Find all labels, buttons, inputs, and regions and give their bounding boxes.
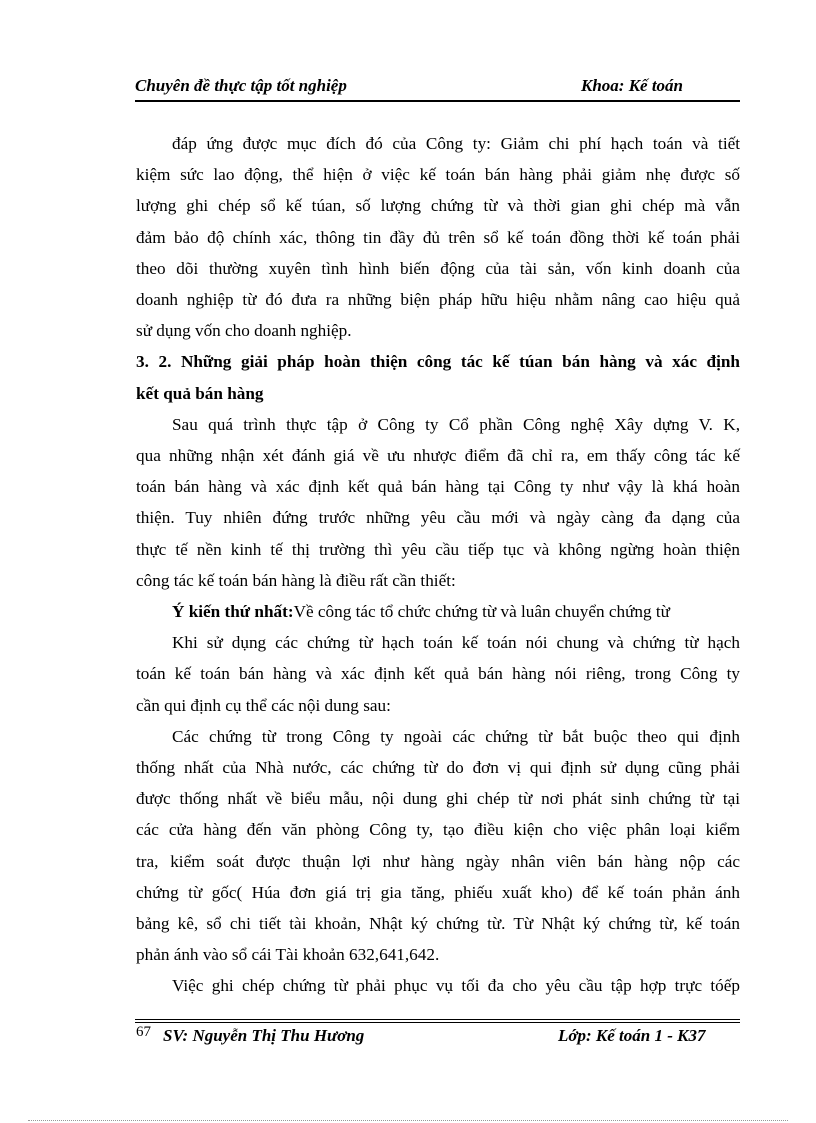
header-title: Chuyên đề thực tập tốt nghiệp bbox=[135, 76, 347, 95]
text-line: đáp ứng được mục đích đó của Công ty: Giảm chi phí hạch toán và tiết bbox=[172, 134, 740, 153]
text-line: đảm bảo độ chính xác, thông tin đầy đủ trên sổ kế toán đồng thời kế toán phải bbox=[136, 227, 740, 247]
text-line: Việc ghi chép chứng từ phải phục vụ tối đa cho yêu cầu tập hợp trực tóếp bbox=[172, 976, 740, 996]
text-line: thực tế nền kinh tế thị trường thì yêu cầu tiếp tục và không ngừng hoàn thiện bbox=[136, 539, 740, 559]
text-line: được thống nhất về biểu mẫu, nội dung ghi chép từ nơi phát sinh chứng từ tại bbox=[136, 789, 740, 809]
text-line: thiện. Tuy nhiên đứng trước những yêu cầu mới và ngày càng đa dạng của bbox=[136, 508, 740, 528]
opinion-text: Về công tác tổ chức chứng từ và luân chuyển chứng từ bbox=[293, 602, 670, 622]
footer-class: Lớp: Kế toán 1 - K37 bbox=[558, 1026, 706, 1045]
text-line: toán kế toán bán hàng và xác định kết quả bán hàng nói riêng, trong Công ty bbox=[136, 664, 740, 684]
text-line: công tác kế toán bán hàng là điều rất cần thiết: bbox=[136, 570, 456, 590]
header-department: Khoa: Kế toán bbox=[581, 76, 684, 95]
footer-divider bbox=[135, 1022, 740, 1023]
text-line: lượng ghi chép sổ kế túan, số lượng chứng từ và thời gian ghi chép mà vẫn bbox=[136, 196, 740, 216]
page-number: 67 bbox=[136, 1024, 151, 1040]
text-line: theo dõi thường xuyên tình hình biến động của tài sản, vốn kinh doanh của bbox=[136, 258, 740, 278]
text-line: thống nhất của Nhà nước, các chứng từ do đơn vị qui định sử dụng cũng phải bbox=[136, 758, 740, 778]
text-line: tra, kiểm soát được thuận lợi như hàng ngày nhân viên bán hàng nộp các bbox=[136, 851, 740, 871]
text-line: cần qui định cụ thể các nội dung sau: bbox=[136, 695, 391, 715]
page-header bbox=[135, 76, 740, 102]
footer-divider bbox=[135, 1019, 740, 1020]
text-line: toán bán hàng và xác định kết quả bán hàng tại Công ty như vậy là khá hoàn bbox=[136, 477, 740, 497]
text-line: qua những nhận xét đánh giá về ưu nhược điểm đã chỉ ra, em thấy công tác kế bbox=[136, 446, 740, 466]
opinion-label: Ý kiến thứ nhất: bbox=[172, 602, 294, 622]
opinion-line bbox=[136, 596, 740, 627]
text-line: Sau quá trình thực tập ở Công ty Cổ phần Công nghệ Xây dựng V. K, bbox=[172, 414, 740, 434]
text-line: Khi sử dụng các chứng từ hạch toán kế toán nói chung và chứng từ hạch bbox=[172, 633, 740, 653]
section-heading: 3. 2. Những giải pháp hoàn thiện công tác kế túan bán hàng và xác định bbox=[136, 352, 740, 372]
text-line: phản ánh vào sổ cái Tài khoản 632,641,642. bbox=[136, 945, 440, 965]
text-line: chứng từ gốc( Húa đơn giá trị gia tăng, phiếu xuất kho) để kế toán phản ánh bbox=[136, 882, 740, 902]
text-line: các cửa hàng đến văn phòng Công ty, tạo điều kiện cho việc phân loại kiểm bbox=[136, 820, 740, 840]
section-heading: kết quả bán hàng bbox=[136, 383, 264, 403]
text-line: bảng kê, sổ chi tiết tài khoản, Nhật ký chứng từ. Từ Nhật ký chứng từ, kế toán bbox=[136, 914, 740, 934]
footer-student: SV: Nguyễn Thị Thu Hương bbox=[163, 1026, 365, 1045]
text-line: doanh nghiệp từ đó đưa ra những biện pháp hữu hiệu nhằm nâng cao hiệu quả bbox=[136, 290, 740, 310]
text-line: sử dụng vốn cho doanh nghiệp. bbox=[136, 321, 352, 341]
text-line: Các chứng từ trong Công ty ngoài các chứng từ bắt buộc theo qui định bbox=[172, 726, 740, 746]
page-edge-divider bbox=[28, 1120, 788, 1121]
document-body bbox=[136, 128, 740, 1002]
text-line: kiệm sức lao động, thể hiện ở việc kế toán bán hàng phải giảm nhẹ được số bbox=[136, 165, 740, 185]
